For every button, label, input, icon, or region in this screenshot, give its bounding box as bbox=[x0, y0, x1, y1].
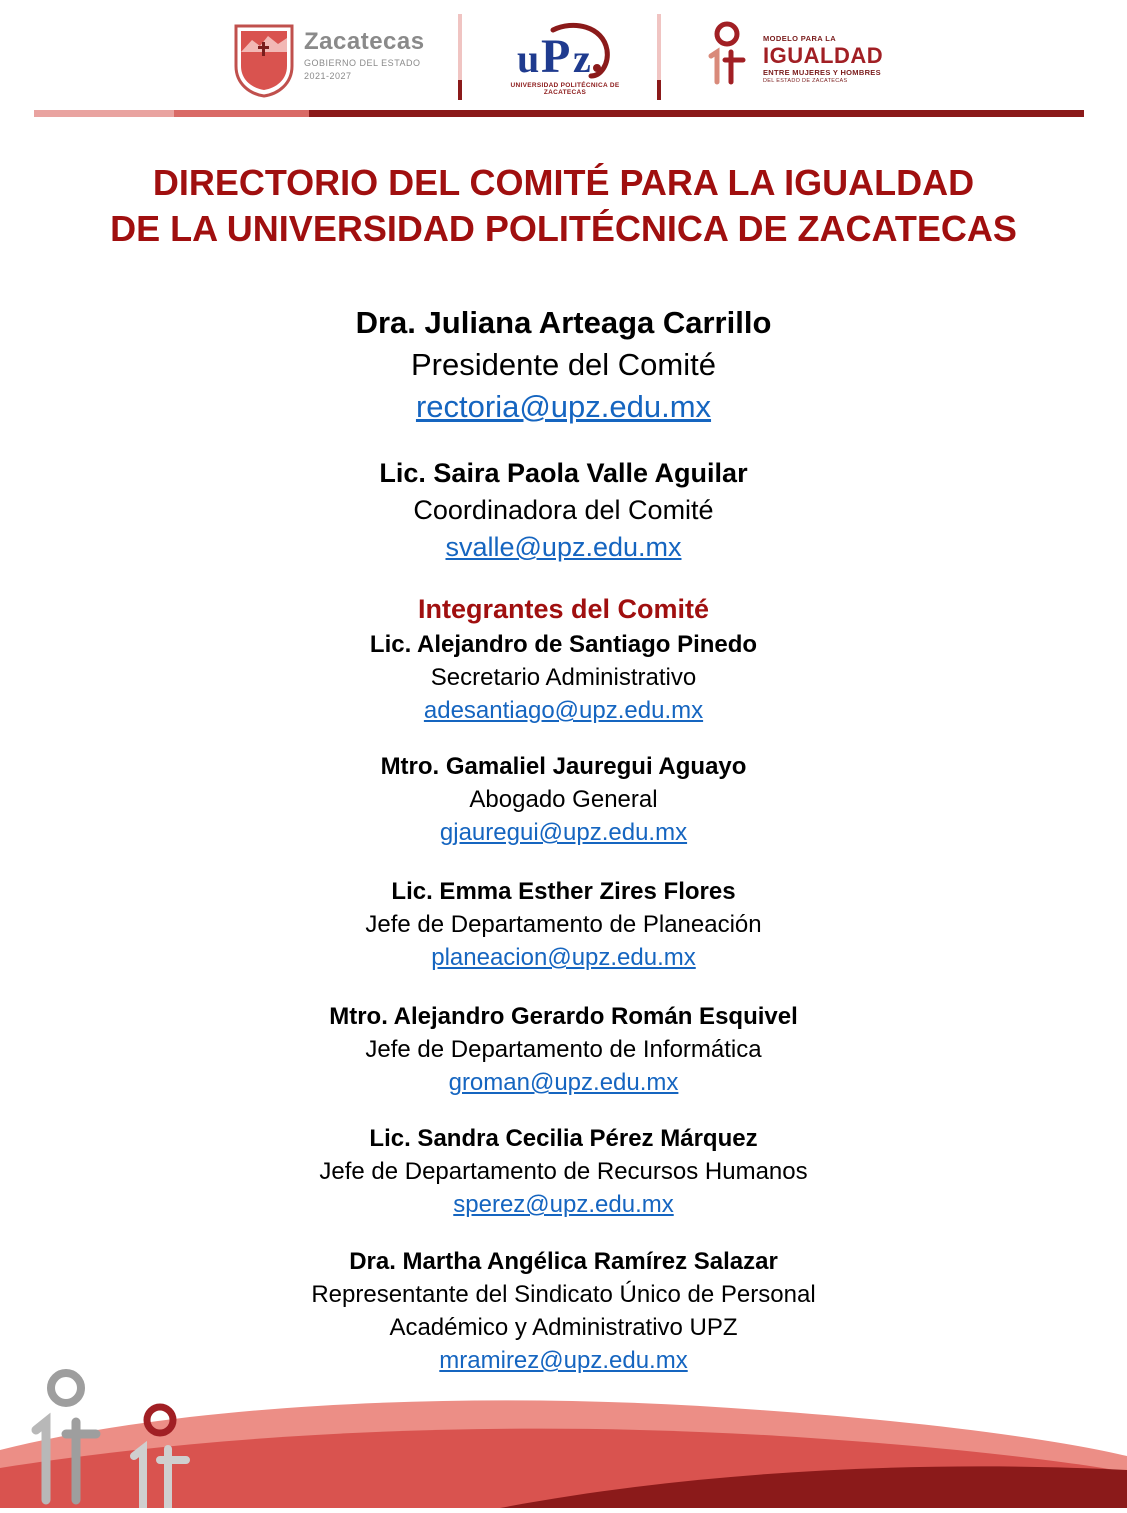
modelo-small-text: MODELO PARA LA bbox=[763, 34, 837, 43]
title-line: DE LA UNIVERSIDAD POLITÉCNICA DE ZACATECAS bbox=[110, 208, 1017, 249]
page-title bbox=[0, 160, 1127, 252]
header-rule bbox=[309, 110, 1084, 117]
person-role: Jefe de Departamento de Informática bbox=[365, 1036, 762, 1063]
upz-caption: UNIVERSIDAD POLITÉCNICA DE ZACATECAS bbox=[510, 82, 620, 96]
person-role: Representante del Sindicato Único de Personal bbox=[311, 1281, 816, 1308]
zacatecas-years: 2021-2027 bbox=[304, 71, 352, 81]
modelo-subtitle-small: DEL ESTADO DE ZACATECAS bbox=[763, 78, 848, 84]
president-entry bbox=[0, 302, 1127, 428]
person-name: Dra. Juliana Arteaga Carrillo bbox=[355, 305, 772, 340]
email-link[interactable]: gjauregui@upz.edu.mx bbox=[439, 819, 688, 846]
email-link[interactable]: mramirez@upz.edu.mx bbox=[439, 1347, 688, 1374]
person-role: Jefe de Departamento de Planeación bbox=[365, 911, 762, 938]
members-heading-text: Integrantes del Comité bbox=[417, 594, 710, 624]
member-entry bbox=[0, 1245, 1127, 1377]
modelo-subtitle: ENTRE MUJERES Y HOMBRES bbox=[763, 68, 881, 77]
email-link[interactable]: sperez@upz.edu.mx bbox=[453, 1191, 674, 1218]
person-name: Mtro. Gamaliel Jauregui Aguayo bbox=[380, 753, 747, 780]
member-entry bbox=[0, 1000, 1127, 1099]
upz-logo bbox=[495, 20, 635, 96]
footer-wave-graphic bbox=[0, 1360, 1127, 1508]
member-entry bbox=[0, 628, 1127, 727]
person-role: Académico y Administrativo UPZ bbox=[389, 1314, 738, 1341]
person-name: Lic. Alejandro de Santiago Pinedo bbox=[369, 631, 758, 658]
person-role: Abogado General bbox=[469, 786, 658, 813]
svg-text:z: z bbox=[573, 36, 591, 80]
member-entry bbox=[0, 750, 1127, 849]
member-entry bbox=[0, 875, 1127, 974]
zacatecas-shield-icon bbox=[232, 22, 296, 98]
svg-text:u: u bbox=[517, 36, 540, 80]
zacatecas-subtitle: GOBIERNO DEL ESTADO bbox=[304, 58, 421, 68]
zacatecas-logo bbox=[232, 22, 432, 98]
header-divider bbox=[657, 14, 661, 100]
footer-decoration bbox=[0, 1360, 1127, 1508]
members-heading bbox=[0, 592, 1127, 626]
coordinator-entry bbox=[0, 455, 1127, 566]
modelo-big-text: IGUALDAD bbox=[763, 43, 884, 68]
svg-text:P: P bbox=[541, 30, 571, 80]
person-name: Lic. Saira Paola Valle Aguilar bbox=[379, 458, 748, 488]
header bbox=[0, 0, 1127, 120]
modelo-igualdad-logo bbox=[705, 20, 905, 90]
person-role: Jefe de Departamento de Recursos Humanos bbox=[319, 1158, 808, 1185]
header-rule bbox=[34, 110, 174, 117]
upz-mark-icon bbox=[513, 20, 613, 80]
header-rule bbox=[174, 110, 309, 117]
email-link[interactable]: groman@upz.edu.mx bbox=[448, 1069, 679, 1096]
title-line: DIRECTORIO DEL COMITÉ PARA LA IGUALDAD bbox=[152, 162, 975, 203]
person-name: Dra. Martha Angélica Ramírez Salazar bbox=[349, 1248, 778, 1275]
member-entry bbox=[0, 1122, 1127, 1221]
email-link[interactable]: svalle@upz.edu.mx bbox=[445, 532, 682, 562]
person-role: Secretario Administrativo bbox=[430, 664, 697, 691]
email-link[interactable]: planeacion@upz.edu.mx bbox=[431, 944, 696, 971]
person-name: Lic. Emma Esther Zires Flores bbox=[391, 878, 736, 905]
header-divider bbox=[458, 14, 462, 100]
person-role: Presidente del Comité bbox=[411, 347, 716, 382]
person-role: Coordinadora del Comité bbox=[413, 495, 714, 525]
zacatecas-name: Zacatecas bbox=[304, 28, 425, 55]
email-link[interactable]: rectoria@upz.edu.mx bbox=[415, 389, 712, 424]
equality-people-icon bbox=[705, 20, 749, 86]
email-link[interactable]: adesantiago@upz.edu.mx bbox=[423, 697, 704, 724]
person-name: Mtro. Alejandro Gerardo Román Esquivel bbox=[329, 1003, 798, 1030]
person-name: Lic. Sandra Cecilia Pérez Márquez bbox=[369, 1125, 758, 1152]
